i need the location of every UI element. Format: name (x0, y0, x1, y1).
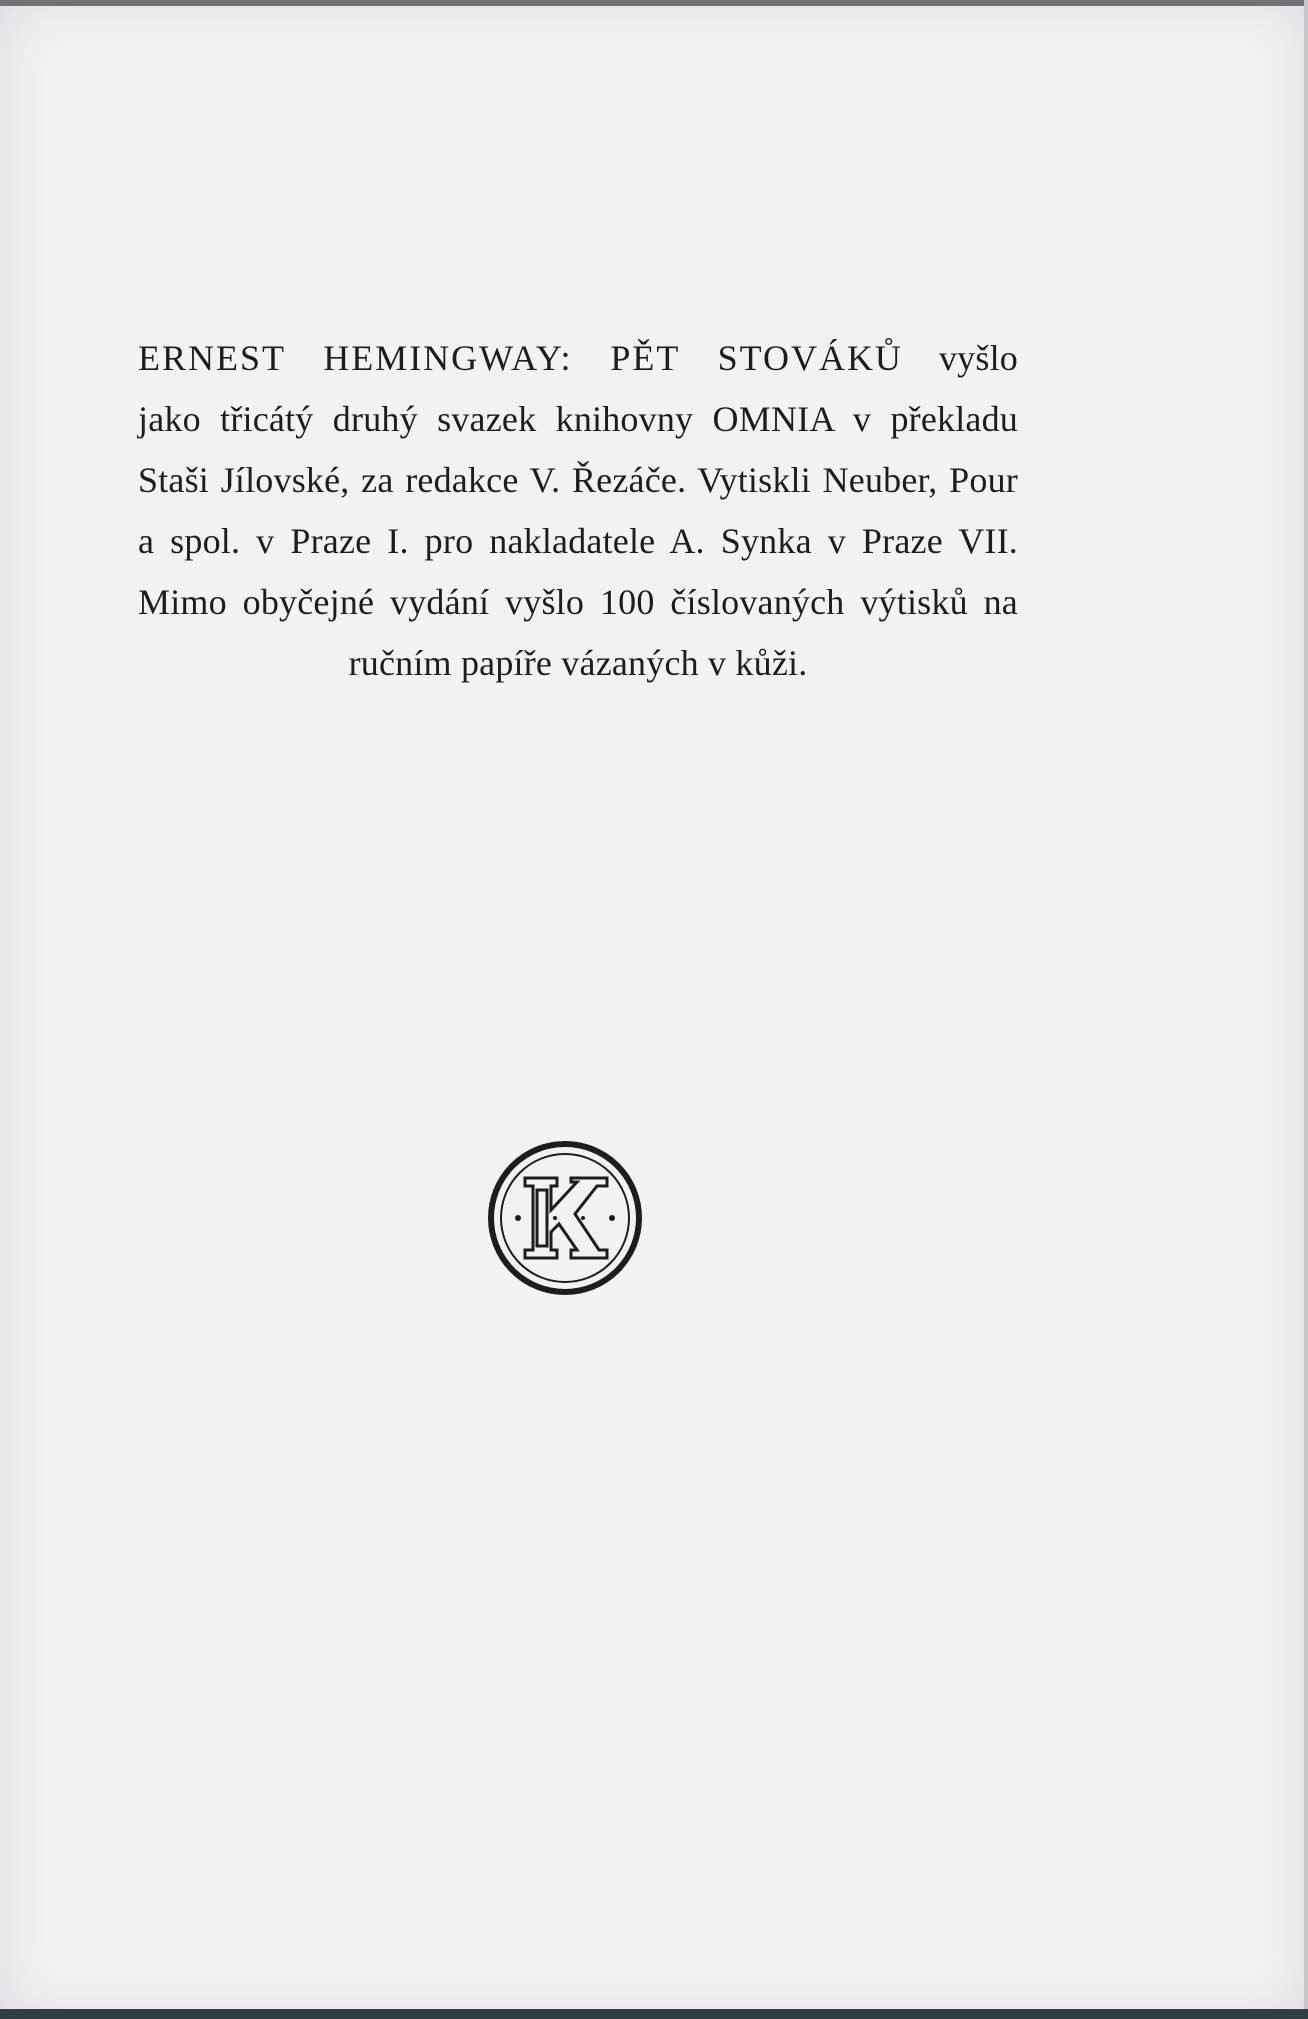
page-edge-right (1304, 0, 1308, 2019)
colophon-line-5: Mimo obyčejné vydání vyšlo 100 číslovaných výtisků na (138, 582, 1018, 622)
colophon-line-4: a spol. v Praze I. pro nakladatele A. Synka v Praze VII. (138, 521, 1018, 561)
colophon-line-2: jako třicátý druhý svazek knihovny OMNIA v překladu (138, 399, 1018, 439)
page-edge-bottom (0, 2009, 1308, 2019)
colophon-line-1 (138, 328, 1018, 389)
publisher-k-emblem-icon (485, 1138, 645, 1298)
colophon-line-6: ručním papíře vázaných v kůži. (348, 643, 808, 683)
colophon-line-1-rest: vyšlo (938, 338, 1018, 378)
colophon-line-3: Staši Jílovské, za redakce V. Řezáče. Vytiskli Neuber, Pour (138, 460, 1018, 500)
page-edge-top (0, 0, 1308, 6)
book-title-caps: ERNEST HEMINGWAY: PĚT STOVÁKŮ (138, 338, 903, 378)
colophon-text (138, 328, 1018, 694)
